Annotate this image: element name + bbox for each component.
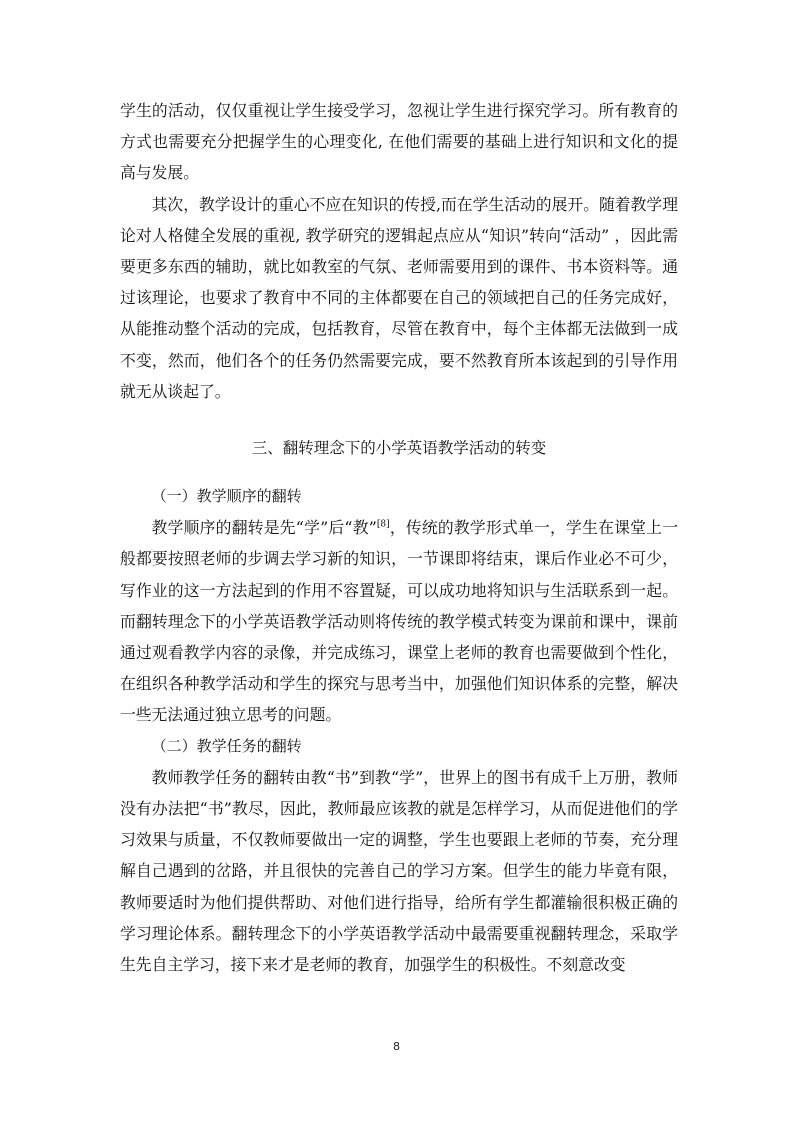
page-number: 8 <box>393 1040 400 1053</box>
body-paragraph-4: 教师教学任务的翻转由教“书”到教“学”，世界上的图书有成千上万册，教师没有办法把“书”教尽，因此，教师最应该教的就是怎样学习，从而促进他们的学习效果与质量，不仅教师要做出一定的调整，学生也要跟上老师的节奏，充分理解自己遇到的岔路，并且很快的完善自己的学习方案。但学生的能力毕竟有限，教师要适时为他们提供帮助、对他们进行指导，给所有学生都灌输很积极正确的学习理论体系。翻转理念下的小学英语教学活动中最需要重视翻转理念，采取学生先自主学习，接下来才是老师的教育，加强学生的积极性。不刻意改变 <box>120 767 678 975</box>
body-paragraph-1: 学生的活动，仅仅重视让学生接受学习，忽视让学生进行探究学习。所有教育的方式也需要充分把握学生的心理变化, 在他们需要的基础上进行知识和文化的提高与发展。 <box>120 101 678 183</box>
citation-marker: [8] <box>376 519 390 530</box>
subsection-heading-1: （一）教学顺序的翻转 <box>151 487 302 506</box>
paragraph-3-text-after-citation: ，传统的教学形式单一，学生在课堂上一般都要按照老师的步调去学习新的知识，一节课即将结束，课后作业必不可少，写作业的这一方法起到的作用不容置疑，可以成功地将知识与生活联系到一起。而翻转理念下的小学英语教学活动则将传统的教学模式转变为课前和课中，课前通过观看教学内容的录像，并完成练习，课堂上老师的教育也需要做到个性化，在组织各种教学活动和学生的探究与思考当中，加强他们知识体系的完整，解决一些无法通过独立思考的问题。 <box>120 518 678 725</box>
section-heading: 三、翻转理念下的小学英语教学活动的转变 <box>251 439 547 458</box>
paragraph-3-text-before-citation: 教学顺序的翻转是先“学”后“教” <box>151 518 377 538</box>
document-body <box>120 95 678 980</box>
body-paragraph-2: 其次，教学设计的重心不应在知识的传授,而在学生活动的展开。随着教学理论对人格健全发展的重视, 教学研究的逻辑起点应从“知识”转向“活动” ，因此需要更多东西的辅助，就比如教室的气氛、老师需要用到的课件、书本资料等。通过该理论，也要求了教育中不同的主体都要在自己的领域把自己的任务完成好，从能推动整个活动的完成，包括教育，尽管在教育中，每个主体都无法做到一成不变，然而，他们各个的任务仍然需要完成，要不然教育所本该起到的引导作用就无从谈起了。 <box>120 194 678 401</box>
subsection-heading-2: （二）教学任务的翻转 <box>151 736 302 755</box>
body-paragraph-3 <box>120 512 678 730</box>
